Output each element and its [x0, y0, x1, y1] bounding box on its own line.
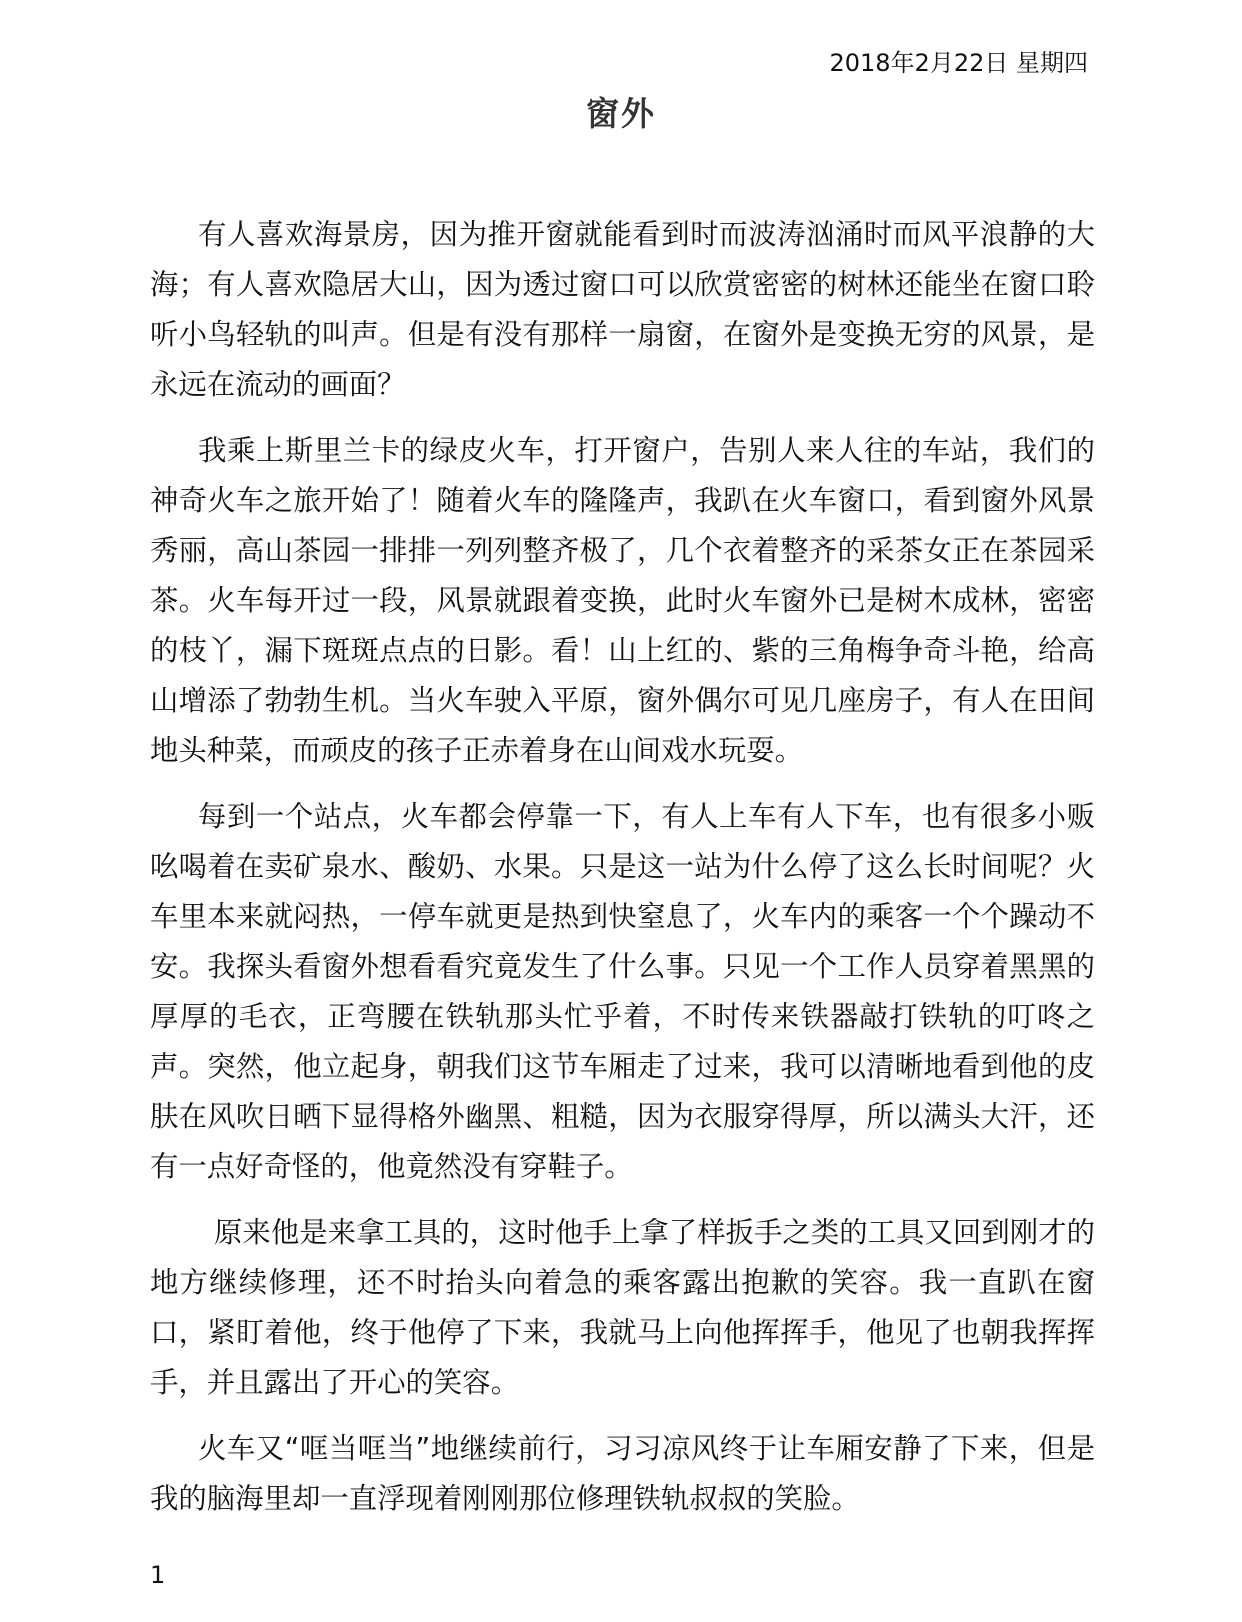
document-title: 窗外: [586, 94, 656, 133]
paragraph-5: 火车又“哐当哐当”地继续前行，习习凉风终于让车厢安静了下来，但是我的脑海里却一直浮现着刚刚那位修理铁轨叔叔的笑脸。: [150, 1432, 1095, 1515]
document-body: [150, 210, 1095, 1540]
paragraph-2: 我乘上斯里兰卡的绿皮火车，打开窗户，告别人来人往的车站，我们的神奇火车之旅开始了！随着火车的隆隆声，我趴在火车窗口，看到窗外风景秀丽，高山茶园一排排一列列整齐极了，几个衣着整齐的采茶女正在茶园采茶。火车每开过一段，风景就跟着变换，此时火车窗外已是树木成林，密密的枝丫，漏下斑斑点点的日影。看！山上红的、紫的三角梅争奇斗艳，给高山增添了勃勃生机。当火车驶入平原，窗外偶尔可见几座房子，有人在田间地头种菜，而顽皮的孩子正赤着身在山间戏水玩耍。: [150, 434, 1095, 767]
page-number: 1: [150, 1561, 166, 1589]
paragraph-4: 原来他是来拿工具的，这时他手上拿了样扳手之类的工具又回到刚才的地方继续修理，还不时抬头向着急的乘客露出抱歉的笑容。我一直趴在窗口，紧盯着他，终于他停了下来，我就马上向他挥挥手，他见了也朝我挥挥手，并且露出了开心的笑容。: [150, 1216, 1095, 1399]
paragraph-1: 有人喜欢海景房，因为推开窗就能看到时而波涛汹涌时而风平浪静的大海；有人喜欢隐居大山，因为透过窗口可以欣赏密密的树林还能坐在窗口聆听小鸟轻轨的叫声。但是有没有那样一扇窗，在窗外是变换无穷的风景，是永远在流动的画面？: [150, 218, 1095, 401]
paragraph-3: 每到一个站点，火车都会停靠一下，有人上车有人下车，也有很多小贩吆喝着在卖矿泉水、酸奶、水果。只是这一站为什么停了这么长时间呢？火车里本来就闷热，一停车就更是热到快窒息了，火车内的乘客一个个躁动不安。我探头看窗外想看看究竟发生了什么事。只见一个工作人员穿着黑黑的厚厚的毛衣，正弯腰在铁轨那头忙乎着，不时传来铁器敲打铁轨的叮咚之声。突然，他立起身，朝我们这节车厢走了过来，我可以清晰地看到他的皮肤在风吹日晒下显得格外幽黑、粗糙，因为衣服穿得厚，所以满头大汗，还有一点好奇怪的，他竟然没有穿鞋子。: [150, 800, 1095, 1183]
document-date: 2018年2月22日 星期四: [829, 49, 1088, 77]
